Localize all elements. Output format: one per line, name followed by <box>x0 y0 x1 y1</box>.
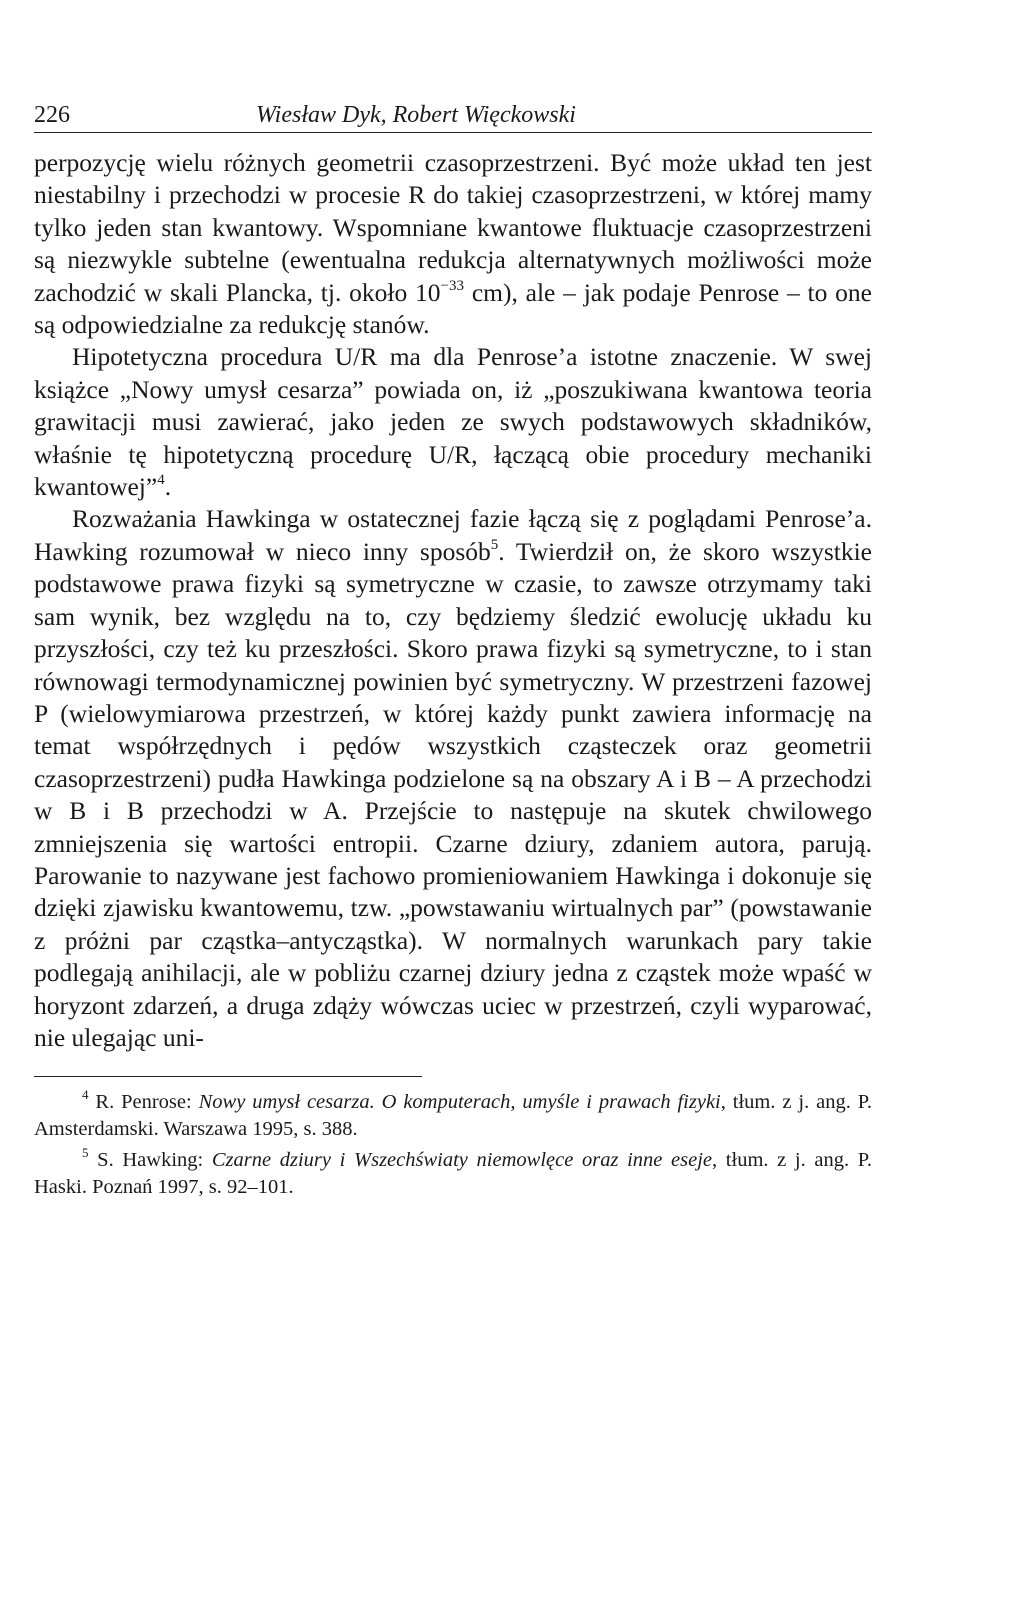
footnote-divider <box>34 1076 422 1077</box>
text-run: . <box>164 472 172 502</box>
footnote-title: Nowy umysł cesarza. O komputerach, umyśle i prawach fizyki <box>198 1091 721 1114</box>
footnotes <box>34 1089 872 1201</box>
text-run: Hipotetyczna procedura U/R ma dla Penrose’a istotne znaczenie. W swej książce „Nowy umysł cesarza” powiada on, iż „poszukiwana kwantowa teoria grawitacji musi zawierać, jako jeden ze swych podstawowych składników, właśnie tę hipotetyczną procedurę U/R, łączącą obie procedury mechaniki kwantowej” <box>34 342 872 502</box>
footnote-details: , tłum. z j. ang. P. Haski. Poznań 1997, s. 92–101. <box>34 1149 873 1199</box>
page-header <box>34 92 872 133</box>
footnote-ref: 5 <box>490 536 499 553</box>
footnote-title: Czarne dziury i Wszechświaty niemowlęce oraz inne eseje <box>211 1149 713 1172</box>
footnote <box>34 1089 872 1143</box>
paragraph <box>34 147 872 341</box>
running-head: Wiesław Dyk, Robert Więckowski <box>256 102 576 128</box>
page-number: 226 <box>34 102 70 128</box>
footnote-details: , tłum. z j. ang. P. Amsterdamski. Warszawa 1995, s. 388. <box>34 1091 872 1141</box>
footnote <box>34 1147 872 1201</box>
book-page <box>34 92 872 1205</box>
footnote-ref: 4 <box>157 472 165 489</box>
footnote-author: R. Penrose: <box>95 1091 199 1114</box>
footnote-number: 5 <box>82 1145 89 1161</box>
paragraph <box>34 503 872 1054</box>
text-run: cm), ale – jak podaje Penrose – to one są odpowiedzialne za redukcję stanów. <box>34 277 872 340</box>
exponent: −33 <box>440 277 465 294</box>
footnote-author: S. Hawking: <box>97 1149 212 1172</box>
text-run: perpozycję wielu różnych geometrii czasoprzestrzeni. Być może układ ten jest niestabilny i przechodzi w procesie R do takiej czasoprzestrzeni, w której mamy tylko jeden stan kwantowy. Wspomniane kwantowe fluktuacje czasoprzestrzeni są niezwykle subtelne (ewentualna redukcja alternatywnych możliwości może zachodzić w skali Plancka, tj. około 10 <box>34 148 872 307</box>
body-text <box>34 147 872 1054</box>
text-run: . Twierdził on, że skoro wszystkie podstawowe prawa fizyki są symetryczne w czasie, to zawsze otrzymamy taki sam wynik, bez względu na to, czy będziemy śledzić ewolucję układu ku przyszłości, czy też ku przeszłości. Skoro prawa fizyki są symetryczne, to i stan równowagi termodynamicznej powinien być symetryczny. W przestrzeni fazowej P (wielowymiarowa przestrzeń, w której każdy punkt zawiera informację na temat współrzędnych i pędów wszystkich cząsteczek oraz geometrii czasoprzestrzeni) pudła Hawkinga podzielone są na obszary A i B – A przechodzi w B i B przechodzi w A. Przejście to następuje na skutek chwilowego zmniejszenia się wartości entropii. Czarne dziury, zdaniem autora, parują. Parowanie to nazywane jest fachowo promieniowaniem Hawkinga i dokonuje się dzięki zjawisku kwantowemu, tzw. „powstawaniu wirtualnych par” (powstawanie z próżni par cząstka–antycząstka). W normalnych warunkach pary takie podlegają anihilacji, ale w pobliżu czarnej dziury jedna z cząstek może wpaść w horyzont zdarzeń, a druga zdąży wówczas uciec w przestrzeń, czyli wyparować, nie ulegając uni- <box>34 536 872 1052</box>
paragraph <box>34 341 872 503</box>
footnote-number: 4 <box>82 1087 89 1103</box>
text-run: Rozważania Hawkinga w ostatecznej fazie łączą się z poglądami Penrose’a. Hawking rozumował w nieco inny sposób <box>34 504 872 566</box>
